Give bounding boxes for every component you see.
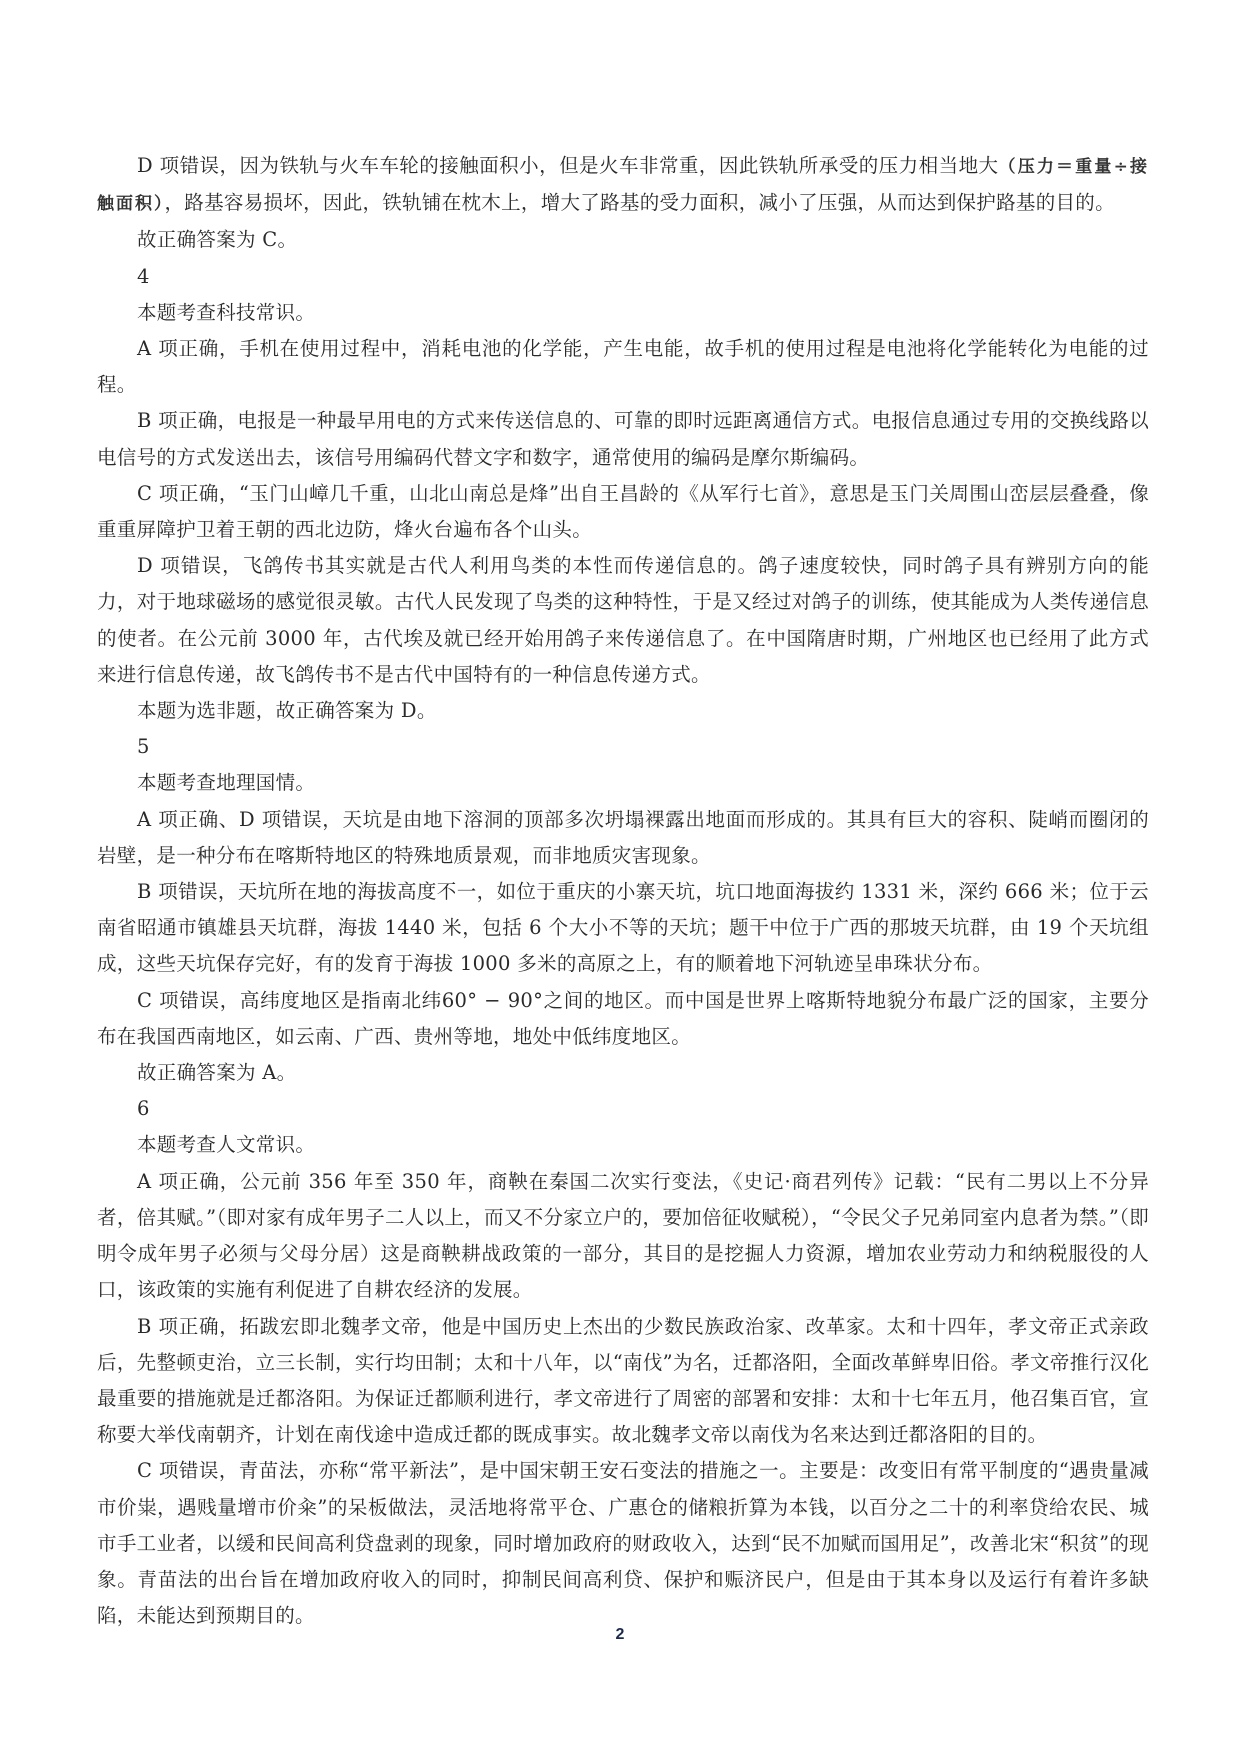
paragraph-q5-option-b: B 项错误，天坑所在地的海拔高度不一，如位于重庆的小寨天坑，坑口地面海拔约 1331 米，深约 666 米；位于云南省昭通市镇雄县天坑群，海拔 1440 米，包括 6 个大小不等的天坑；题干中位于广西的那坡天坑群，由 19 个天坑组成，这些天坑保存完好，有的发育于海拔 1000 多米的高原之上，有的顺着地下河轨迹呈串珠状分布。 <box>97 880 1149 976</box>
document-body <box>97 148 1149 1634</box>
paragraph-text: ，路基容易损坏，因此，铁轨铺在枕木上，增大了路基的受力面积，减小了压强，从而达到保护路基的目的。 <box>164 191 1115 215</box>
paragraph-q3-option-d <box>97 148 1149 222</box>
paragraph-q4-answer: 本题为选非题，故正确答案为 D。 <box>137 699 437 723</box>
paragraph-q3-answer: 故正确答案为 C。 <box>137 228 298 252</box>
paragraph-q6-option-a: A 项正确，公元前 356 年至 350 年，商鞅在秦国二次实行变法，《史记·商君列传》记载：“民有二男以上不分异者，倍其赋。”（即对家有成年男子二人以上，而又不分家立户的，要加倍征收赋税），“令民父子兄弟同室内息者为禁。”（即明令成年男子必须与父母分居）这是商鞅耕战政策的一部分，其目的是挖掘人力资源，增加农业劳动力和纳税服役的人口，该政策的实施有利促进了自耕农经济的发展。 <box>97 1169 1149 1302</box>
page-number: 2 <box>615 1626 625 1643</box>
question-number-6: 6 <box>137 1097 150 1121</box>
question-number-5: 5 <box>137 735 150 759</box>
paragraph-q6-option-b: B 项正确，拓跋宏即北魏孝文帝，他是中国历史上杰出的少数民族政治家、改革家。太和十四年，孝文帝正式亲政后，先整顿吏治，立三长制，实行均田制；太和十八年，以“南伐”为名，迁都洛阳，全面改革鲜卑旧俗。孝文帝推行汉化最重要的措施就是迁都洛阳。为保证迁都顺利进行，孝文帝进行了周密的部署和安排：太和十七年五月，他召集百官，宣称要大举伐南朝齐，计划在南伐途中造成迁都的既成事实。故北魏孝文帝以南伐为名来达到迁都洛阳的目的。 <box>97 1314 1149 1447</box>
question-number-4: 4 <box>137 264 150 288</box>
paragraph-q4-option-a: A 项正确，手机在使用过程中，消耗电池的化学能，产生电能，故手机的使用过程是电池将化学能转化为电能的过程。 <box>97 337 1149 397</box>
paragraph-q4-option-d: D 项错误，飞鸽传书其实就是古代人利用鸟类的本性而传递信息的。鸽子速度较快，同时鸽子具有辨别方向的能力，对于地球磁场的感觉很灵敏。古代人民发现了鸟类的这种特性，于是又经过对鸽子的训练，使其能成为人类传递信息的使者。在公元前 3000 年，古代埃及就已经开始用鸽子来传递信息了。在中国隋唐时期，广州地区也已经用了此方式来进行信息传递，故飞鸽传书不是古代中国特有的一种信息传递方式。 <box>97 554 1149 686</box>
paragraph-text: D 项错误，因为铁轨与火车车轮的接触面积小，但是火车非常重，因此铁轨所承受的压力相当地大 <box>137 154 999 177</box>
paragraph-q6-topic: 本题考查人文常识。 <box>137 1133 316 1157</box>
formula-pressure: （压力＝重量÷接触面积） <box>97 157 1149 215</box>
paragraph-q5-topic: 本题考查地理国情。 <box>137 771 316 795</box>
paragraph-q4-option-b: B 项正确，电报是一种最早用电的方式来传送信息的、可靠的即时远距离通信方式。电报信息通过专用的交换线路以电信号的方式发送出去，该信号用编码代替文字和数字，通常使用的编码是摩尔斯编码。 <box>97 409 1149 469</box>
paragraph-q5-answer: 故正确答案为 A。 <box>137 1061 297 1085</box>
paragraph-q4-option-c: C 项正确，“玉门山嶂几千重，山北山南总是烽”出自王昌龄的《从军行七首》，意思是玉门关周围山峦层层叠叠，像重重屏障护卫着王朝的西北边防，烽火台遍布各个山头。 <box>97 481 1149 542</box>
paragraph-q6-option-c: C 项错误，青苗法，亦称“常平新法”，是中国宋朝王安石变法的措施之一。主要是：改变旧有常平制度的“遇贵量减市价粜，遇贱量增市价籴”的呆板做法，灵活地将常平仓、广惠仓的储粮折算为本钱，以百分之二十的利率贷给农民、城市手工业者，以缓和民间高利贷盘剥的现象，同时增加政府的财政收入，达到“民不加赋而国用足”，改善北宋“积贫”的现象。青苗法的出台旨在增加政府收入的同时，抑制民间高利贷、保护和赈济民户，但是由于其本身以及运行有着许多缺陷，未能达到预期目的。 <box>97 1459 1149 1628</box>
paragraph-q4-topic: 本题考查科技常识。 <box>137 300 316 324</box>
paragraph-q5-option-a-d: A 项正确、D 项错误，天坑是由地下溶洞的顶部多次坍塌裸露出地面而形成的。其具有巨大的容积、陡峭而圈闭的岩壁，是一种分布在喀斯特地区的特殊地质景观，而非地质灾害现象。 <box>97 807 1149 867</box>
paragraph-q5-option-c: C 项错误，高纬度地区是指南北纬60° − 90°之间的地区。而中国是世界上喀斯特地貌分布最广泛的国家，主要分布在我国西南地区，如云南、广西、贵州等地，地处中低纬度地区。 <box>97 988 1149 1048</box>
